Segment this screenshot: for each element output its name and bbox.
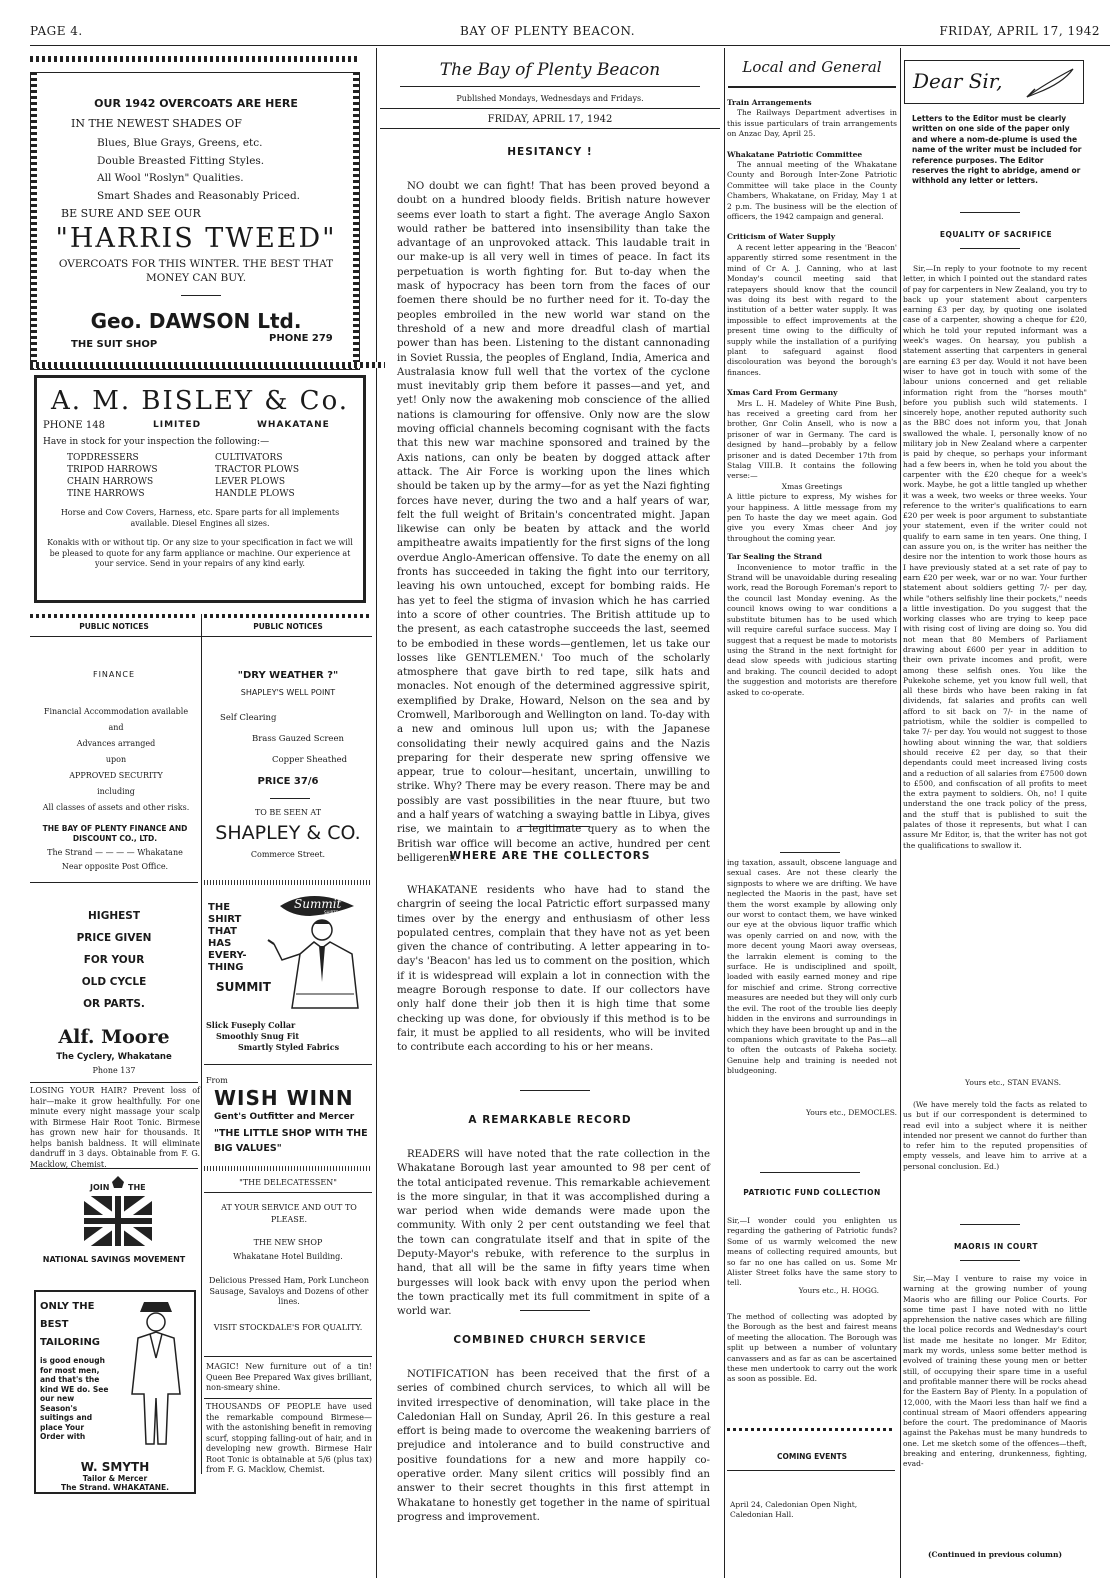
summit-word: THE	[208, 902, 231, 913]
shapley-line: Copper Sheathed	[272, 755, 348, 765]
smyth-lines	[40, 1298, 100, 1352]
smyth-trade: Tailor & Mercer	[82, 1474, 148, 1483]
dawson-overcoats: OVERCOATS FOR THIS WINTER. THE BEST THAT MONEY CAN BUY.	[58, 258, 334, 284]
bisley-konakis: Konakis with or without tip. Or any size to your specification in fact we will be pleased to quote for any farm appliance or machine. Our experience at your service. Send in your repairs of any kind early.	[47, 538, 353, 568]
letter2-head: MAORIS IN COURT	[954, 1242, 1038, 1251]
finance-line: APPROVED SECURITY	[69, 771, 163, 780]
deli-service: AT YOUR SERVICE AND OUT TO PLEASE.	[221, 1203, 357, 1224]
letter2-rule	[960, 1224, 1020, 1225]
bisley-item: LEVER PLOWS	[215, 477, 286, 487]
bisley-item: CHAIN HARROWS	[67, 477, 154, 487]
notices-rule-right	[204, 614, 372, 618]
shapley-lines	[220, 708, 347, 771]
wishwinn-slogan: "THE LITTLE SHOP WITH THE BIG VALUES"	[214, 1128, 368, 1154]
hair-ad: LOSING YOUR HAIR? Prevent loss of hair—make it grow healthfully. For one minute every night massage your scalp with Birmese Hair Root Tonic. Birmese has grown new hair for thousands. It helps banish baldness. It will eliminate dandruff in 3 days. Obtainable from F. G. Macklow, Chemist.	[30, 1086, 200, 1169]
dawson-tweed: "HARRIS TWEED"	[55, 223, 337, 254]
thousands-rule	[204, 1398, 372, 1399]
notices-head-rule	[30, 636, 372, 637]
bisley-place: WHAKATANE	[257, 420, 330, 430]
moore-lines	[30, 905, 198, 1015]
coming-head: COMING EVENTS	[776, 1452, 848, 1461]
bisley-left-list	[67, 452, 158, 500]
bisley-item: TRACTOR PLOWS	[215, 465, 300, 475]
dawson-phone: PHONE 279	[269, 333, 333, 344]
ad-border-right	[353, 73, 359, 369]
shapley-street: Commerce Street.	[250, 850, 326, 859]
summit-word: EVERY-	[208, 950, 247, 961]
deli-rule	[204, 1192, 372, 1193]
dawson-title: OUR 1942 OVERCOATS ARE HERE	[94, 97, 298, 110]
wishwinn-sub: Gent's Outfitter and Mercer	[214, 1112, 355, 1122]
moore-line: OLD CYCLE	[81, 976, 147, 988]
notices-right-head: PUBLIC NOTICES	[253, 622, 323, 631]
shapley-sub: SHAPLEY'S WELL POINT	[240, 688, 336, 697]
summit-word: HAS	[208, 938, 232, 949]
bisley-ad	[34, 375, 366, 603]
coming-rule	[727, 1428, 895, 1431]
shirt-man-illustration	[262, 890, 366, 1014]
heading-church: COMBINED CHURCH SERVICE	[453, 1334, 647, 1346]
smyth-body: is good enough for most men, and that's the kind WE do. See our new Season's suitings and place Your Order with	[40, 1356, 109, 1441]
deli-shop: THE NEW SHOP	[253, 1238, 323, 1247]
notices-left-head: PUBLIC NOTICES	[79, 622, 149, 631]
magic-rule	[204, 1356, 372, 1357]
local-item-head: Xmas Card From Germany	[727, 388, 838, 398]
summit-line: Smartly Styled Fabrics	[238, 1042, 340, 1052]
local-item	[727, 552, 897, 698]
summit-logo-text: Summit	[294, 897, 342, 911]
bisley-limited: LIMITED	[153, 420, 202, 430]
local-item-head: Whakatane Patriotic Committee	[727, 149, 863, 159]
coming-events: April 24, Caledonian Open Night, Caledonian Hall.	[730, 1500, 858, 1520]
editorial-hesitancy: NO doubt we can fight! That has been proved beyond a doubt on a hundred bloody fields. British nature however seems ever loath to start a fight. The average Anglo Saxon would rather be battered into insensibility than take the advantage of an unprovoked attack. This laudable trait in our make-up is all very well in times of peace. In fact its perpetuation is worth fighting for. But to-day when the mask of hypocracy has been torn from the faces of our foemen there should be no further need for it. To-day the peoples embroiled in the new world war stand on the threshold of a new and more dreadful clash of martial power than has been. Listening to the distant cannonading in Soviet Russia, the peoples of England, India, America and Australasia know full well that the vortex of the cyclone must inevitably grip them before it passes—and yet, and yet! Only now the awakening mob conscience of the allied nations is clamouring for offensive. Only now are the slow moving official channels becoming cognisant with the facts that this new war machine sponsored and trained by the Axis nations, can only be beaten by dogged attack after attack. The Air Force is working upon the lines which should be taken up by the army—for as yet the Nazi fighting forces have never, during the two and a half years of war, felt the full weight of Britain's concentrated might. Japan likewise can only be beaten by attack and the world ampitheatre awaits impatiently for the first signs of the long overdue Anglo-American offensive. To date the enemy on all fronts has succeeded in taking the fight into our territory, leaving his own untouched, except for bombing raids. He has yet to feel the stigma of invasion which he has carried into a score of other countries. The British attitude up to the present, as each catastrophe succeeds the last, seemed to be embodied in these words—gentlemen, let us take our losses like GENTLEMEN.' Too much of the scholarly atmosphere that gave birth to red tape, silk hats and monacles. Not enough of the determined aggressive spirit, exemplified by Drake, Howard, Nelson on the sea and by Cromwell, Marlborough and Wellington on land. To-day with a new and ominous lull upon us; with the Japanese consolidating their newly acquired gains and the Nazis preparing for their desperate new spring offensive we appear, true to colour—hesitant, uncertain, unwilling to strike. Why? There may be every reason. There may be and possibly are vast possibilities in the near ftuure, but two and a half years of watching a swaying battle in Libya, gives rise, we maintain to a legitimate query as to when the British war office will become an active, hundred per cent belligerent.	[397, 181, 710, 864]
moore-line: HIGHEST	[88, 910, 140, 922]
heading-collectors: WHERE ARE THE COLLECTORS	[449, 850, 651, 862]
column-rule-3	[900, 48, 901, 1578]
local-item-text: Inconvenience to motor traffic in the Strand will be unavoidable during resealing work, read the Borough Foreman's report to the council last Monday evening. As the council knows owing to war conditions a substitute bitumen has to be used which will require careful surface success. May I suggest that a request be made to motorists using the Strand in the next fortnight for dead slow speeds with judicious starting and braking. The council decided to adopt the suggestion and motorists are therefore asked to co-operate.	[727, 562, 897, 697]
summit-word: THAT	[208, 926, 237, 937]
bisley-item: TINE HARROWS	[67, 489, 145, 499]
letters-title-box	[904, 60, 1084, 104]
section-rule	[520, 826, 590, 827]
editorial-date: FRIDAY, APRIL 17, 1942	[487, 114, 613, 125]
pub-rule	[380, 108, 720, 109]
patriotic-sig: Yours etc., H. HOGG.	[798, 1286, 879, 1295]
summit-words	[208, 902, 246, 974]
shapley-title: "DRY WEATHER ?"	[237, 670, 339, 681]
letter1-sig: Yours etc., STAN EVANS.	[965, 1078, 1061, 1087]
letter1-body: Sir,—In reply to your footnote to my recent letter, in which I pointed out the standard rates of pay for carpenters in New Zealand, you try to back up your statement about carpenters earning £3 per day, by quoting one isolated case of a carpenter, showing a cheque for £20, which he told your reputed informant was a week's wages. On hearsay, you publish a statement asserting that carpenters in general are earning £3 per day. Would it not have been wiser to have got in touch with some of the labour unions concerned and get reliable information right from the "horses mouth" before you publish such wild statements. I sincerely hope, another reputed authority such as the BBC does not inform you, that Jonah swallowed the whale. I, personally know of no military job in New Zealand where a carpenter is paid by cheque, so perhaps your informant had a few beers in, when he told you about the carpenter with the £20 cheque for a week's work. Maybe, he got a little tangled up whether it was a week, two weeks or three weeks. Your reference to the writer's qualifications to earn £20 per week is poor argument to substantiate your statement, even if the writer could not qualify to earn same in ten years. One thing, I can assure you on, is the writer has neither the desire nor the intention to work those hours as I have previously stated at a set rate of pay to earn £20 per week, war or no war. Your further statement about soldiers getting 7/- per day, while "others selfishly line their pockets," needs a little investigation. Do you suggest that the working classes who are trying to keep pace with rising cost of living are doing so. You did not mean that 80 Members of Parliament drawing about £600 per year in addition to their own private incomes and profit, were among these selfish ones. You like the Pukekohe scheme, yet you know full well, that all these birds who have been raking in fat dividends, fat salaries and profits can well afford to sit back on 7/- in the name of patriotism, while the soldier is compelled to take 7/- per day. You would not suggest to those howling about winning the war, that soldiers should receive £2 per day, so that their dependants could meet increased living costs and a reduction of all salaries from £7500 down to £500, and confiscation of all profits to meet the extra payment to soldiers. Oh, no! I quite understand the one track policy of the press, and the stuff that is published to suit the palates of those it represents, but what I can assure Mr Editor, is, that the writer has not got the qualifications to swallow it.	[903, 264, 1087, 850]
editorial-collectors: WHAKATANE residents who have had to stand the chargrin of seeing the local Patrictic effort surpassed many times over by the energy and enthusiasm of other less populated centres, complain that they have not as yet been given the chance of contributing. A letter appearing in to-day's 'Beacon' has led us to comment on the position, which if it is widespread will explain a lot in connection with the meagre Borough response to date. If our collectors have only half done their job then it is high time that some checking up was done, for obviously if this method is to be fair, it must be applied to all residents, who will be invited to contribute each according to his or her means.	[397, 885, 710, 1054]
bisley-right-list	[215, 452, 299, 500]
smyth-line: BEST	[40, 1319, 69, 1330]
local-item-text: Mrs L. H. Madeley of White Pine Bush, has received a greeting card from her brother, Gnr Colin Ansell, who is now a prisoner of war in Germany. The card is designed by hand—probably by a fellow prisoner and is dated December 17th from Stalag VIII.B. It contains the following verse:—	[727, 398, 897, 481]
letters-title: Dear Sir,	[913, 69, 1003, 93]
bisley-name: A. M. BISLEY & Co.	[50, 386, 350, 416]
local-items	[727, 98, 897, 698]
moore-line: OR PARTS.	[83, 998, 145, 1010]
finance-strand: The Strand — — — — Whakatane	[47, 848, 183, 857]
deli-title: "THE DELECATESSEN"	[239, 1178, 337, 1187]
local-item	[727, 388, 897, 482]
shapley-name: SHAPLEY & CO.	[215, 822, 361, 844]
deli-foods: Delicious Pressed Ham, Pork Luncheon Sausage, Savaloys and Dozens of other lines.	[209, 1276, 369, 1306]
finance-line: Financial Accommodation available	[43, 707, 189, 716]
shapley-seen: TO BE SEEN AT	[254, 808, 322, 817]
finance-lines	[30, 704, 202, 816]
masthead-rule	[400, 86, 700, 87]
smyth-name: W. SMYTH	[80, 1460, 150, 1474]
finance-title: FINANCE	[92, 670, 136, 679]
savings-the: THE	[128, 1183, 146, 1192]
dawson-border-top	[30, 56, 360, 62]
coming-head-rule	[727, 1470, 895, 1471]
smyth-line: TAILORING	[40, 1337, 101, 1348]
ad-border-left	[31, 73, 37, 369]
notices-rule-left	[30, 614, 198, 618]
summit-bottom-rule	[204, 1064, 372, 1065]
local-title: Local and General	[742, 58, 882, 76]
democles-cont: ing taxation, assault, obscene language and sexual cases. Are not these clearly the signposts to where we are drifting. We have neglected the Maoris in the past, have set them the worst example by allowing only our worst to contact them, we have winked our eye at the obvious liquor traffic which was openly carried on and now, with the more decent young Maori away overseas, the larrakin element is coming to the surface. He is undisciplined and spoilt, loaded with easily earned money and ripe for mischief and crime. Strong corrective measures are needed but they will only curb the evil. The root of the trouble lies deeply hidden in the environs and surroundings in which they have been brought up and in the companions which gravitate to the Pas—all to often the outcasts of Pakeha society. Genuine help and training is needed not bludgeoning.	[727, 858, 897, 1076]
tailored-man-illustration	[120, 1298, 192, 1448]
dawson-see: BE SURE AND SEE OUR	[61, 207, 201, 220]
moore-phone: Phone 137	[92, 1066, 136, 1075]
magic-ad: MAGIC! New furniture out of a tin! Queen Bee Prepared Wax gives brilliant, non-smeary shine.	[206, 1362, 372, 1392]
bisley-item: TOPDRESSERS	[67, 453, 139, 463]
smyth-ad	[34, 1290, 196, 1494]
letter1-head-rule	[960, 248, 1020, 249]
summit-line: Smoothly Snug Fit	[216, 1031, 300, 1041]
dawson-shades: IN THE NEWEST SHADES OF	[71, 117, 242, 130]
democles-sig: Yours etc., DEMOCLES.	[805, 1108, 897, 1117]
paper-name: BAY OF PLENTY BEACON.	[460, 24, 636, 38]
dawson-item: All Wool "Roslyn" Qualities.	[97, 172, 244, 184]
patriotic-rule	[760, 1172, 860, 1173]
local-item-head: Criticism of Water Supply	[727, 232, 836, 242]
summit-word: SHIRT	[208, 914, 242, 925]
thousands-ad: THOUSANDS OF PEOPLE have used the remarkable compound Birmese—with the astonishing benefit in removing scurf, stopping falling-out of hair, and in developing new growth. Birmese Hair Root Tonic is obtainable at 5/6 (plus tax) from F. G. Macklow, Chemist.	[206, 1402, 372, 1474]
local-end-rule	[780, 852, 840, 853]
column-rule-2	[724, 48, 725, 1578]
patriotic-letter: Sir,—I wonder could you enlighten us regarding the gathering of Patriotic funds? Some of us warmly welcomed the new means of collecting required amounts, but so far no one has called on us. Some Mr Alister Street folks have the same story to tell.	[727, 1216, 897, 1288]
local-item	[727, 150, 897, 223]
local-item	[727, 232, 897, 378]
local-item-text: The annual meeting of the Whakatane County and Borough Inter-Zone Patriotic Committee will take place in the County Chambers, Whakatane, on Friday, May 1 at 2 p.m. The business will be the election of officers, the 1942 campaign and general.	[727, 160, 897, 222]
dawson-ad	[30, 72, 360, 370]
page-header	[30, 22, 1110, 44]
bisley-covers: Horse and Cow Covers, Harness, etc. Spare parts for all implements available. Diesel Engines all sizes.	[60, 508, 340, 528]
local-rule	[728, 86, 896, 88]
dawson-rule	[181, 295, 221, 296]
editorial-record: READERS will have noted that the rate collection in the Whakatane Borough last year amounted to 98 per cent of the total anticipated revenue. This remarkable achievement is the more singular, in that it was accomplished during a war period when wide demands were made upon the community. With only 2 per cent outstanding we feel that the town can congratulate itself and that in spite of the Deputy-Mayor's rebuke, with reference to the surplus in hand, that all will be the same in fifty years time when burgesses will look back with envy upon the period when the town practically met its full commitment in spite of a world war.	[397, 1149, 710, 1318]
finance-line: including	[97, 787, 135, 796]
dawson-border-bottom2	[30, 362, 385, 368]
smyth-line: ONLY THE	[40, 1301, 95, 1312]
dawson-shop: THE SUIT SHOP	[71, 339, 158, 350]
summit-logo-shirts: SHIRTS	[324, 910, 339, 915]
hair-rule	[30, 1082, 198, 1083]
dawson-item: Double Breasted Fitting Styles.	[97, 154, 265, 167]
moore-line: PRICE GIVEN	[76, 932, 152, 944]
quill-pen-icon	[1023, 67, 1077, 99]
letter2-body: Sir,—May I venture to raise my voice in warning at the growing number of young Maoris who are filling our Police Courts. For some time past I have noted with no little apprehension the native cases which are filling the local police records and Wednesday's court list made me hesitate no longer. Mr Editor, mark my words, unless some better method is evolved of training these young men or better still, of occupying their spare time in a useful and profitable manner there will be rocks ahead for the Eastern Bay of Plenty. In a population of 12,000, with the Maori less than half we find a continual stream of Maori offenders appearing before the court. The predominance of Maoris against the Pakehas must be many hundreds to one. Let me sketch some of the offences—theft, breaking and entering, drunkenness, fighting, evad-	[903, 1274, 1087, 1469]
section-rule	[520, 1310, 590, 1311]
shapley-line: Self Clearing	[220, 713, 277, 723]
shapley-rule	[270, 798, 310, 799]
letter2-cont: (Continued in previous column)	[927, 1550, 1062, 1559]
dawson-items	[97, 135, 300, 205]
finance-line: and	[108, 723, 124, 732]
summit-line: Slick Fuseply Collar	[206, 1020, 296, 1030]
local-item-text: Xmas Greetings	[781, 481, 843, 491]
moore-line: FOR YOUR	[83, 954, 145, 966]
hair-rule-bottom	[30, 1168, 198, 1169]
finance-near: Near opposite Post Office.	[61, 862, 169, 871]
finance-co: THE BAY OF PLENTY FINANCE AND DISCOUNT CO., LTD.	[42, 824, 188, 843]
date-rule	[380, 128, 720, 129]
patriotic-note: The method of collecting was adopted by the Borough as the best and fairest means of meeting the allocation. The Borough was split up between a number of voluntary canvassers and as far as can be ascertained these men undertook to carry out the work as soon as possible. Ed.	[727, 1312, 897, 1384]
dawson-name: Geo. DAWSON Ltd.	[90, 309, 302, 333]
heading-record: A REMARKABLE RECORD	[468, 1114, 632, 1126]
pub-days: Published Mondays, Wednesdays and Fridays.	[456, 94, 644, 103]
moore-name: Alf. Moore	[58, 1026, 170, 1048]
summit-lines	[206, 1020, 339, 1053]
bisley-item: HANDLE PLOWS	[215, 489, 295, 499]
masthead: The Bay of Plenty Beacon	[439, 60, 661, 80]
deli-visit: VISIT STOCKDALE'S FOR QUALITY.	[213, 1323, 363, 1332]
dawson-item: Smart Shades and Reasonably Priced.	[97, 189, 301, 202]
shapley-price: PRICE 37/6	[257, 776, 319, 787]
moore-shop: The Cyclery, Whakatane	[56, 1052, 172, 1062]
page-number: PAGE 4.	[30, 24, 83, 38]
dawson-item: Blues, Blue Grays, Greens, etc.	[97, 137, 263, 149]
column-rule-1	[376, 48, 377, 1578]
heading-hesitancy: HESITANCY !	[507, 146, 593, 158]
bisley-phone: PHONE 148	[43, 420, 105, 431]
summit-brand: SUMMIT	[216, 980, 271, 994]
union-jack-icon	[82, 1176, 154, 1250]
local-item	[727, 98, 897, 140]
letters-rule	[960, 212, 1020, 213]
letters-intro: Letters to the Editor must be clearly written on one side of the paper only and where a nom-de-plume is used the name of the writer must be included for reference purposes. The Editor reserves the right to abridge, amend or withhold any letter or letters.	[912, 114, 1082, 186]
section-rule	[520, 1090, 590, 1091]
header-rule	[30, 45, 1110, 46]
letter1-head: EQUALITY OF SACRIFICE	[939, 230, 1053, 239]
wishwinn-rule	[204, 1166, 372, 1171]
local-item-text: A little picture to express, My wishes for your happiness. A little message from my pen To haste the day we meet again. God give you every Xmas cheer And joy throughout the coming year.	[727, 492, 897, 543]
deli-bldg: Whakatane Hotel Building.	[233, 1252, 343, 1261]
shapley-line: Brass Gauzed Screen	[252, 734, 344, 744]
savings-join: JOIN	[90, 1183, 110, 1192]
local-item-text: A recent letter appearing in the 'Beacon' apparently stirred some resentment in the mind of Cr A. J. Canning, who at last Monday's council meeting said that ratepayers should know that the council was doing its best with regard to the institution of a better water supply. It was impossible to effect improvements at the present time owing to the difficulty of supply while the installation of a purifying plant to safeguard against flood discolouration was beyond the borough's finances.	[727, 242, 897, 377]
letter1-note: (We have merely told the facts as related to us but if our correspondent is determined to read evil into a subject where it is neither intended nor present we cannot do further than to refer him to the reputed propensities of empty vessels, and leave him to arrive at a personal conclusion. Ed.)	[903, 1100, 1087, 1171]
letter2-head-rule	[960, 1260, 1020, 1261]
issue-date: FRIDAY, APRIL 17, 1942	[939, 24, 1100, 38]
savings-label: NATIONAL SAVINGS MOVEMENT	[42, 1255, 186, 1264]
finance-line: Advances arranged	[76, 739, 156, 748]
wishwinn-name: WISH WINN	[214, 1086, 354, 1110]
finance-line: All classes of assets and other risks.	[42, 803, 190, 812]
bisley-item: TRIPOD HARROWS	[67, 465, 158, 475]
finance-line: upon	[105, 755, 127, 764]
local-item-head: Tar Sealing the Strand	[727, 552, 823, 562]
summit-word: THING	[208, 962, 244, 973]
smyth-addr: The Strand. WHAKATANE.	[60, 1483, 170, 1492]
wishwinn-from: From	[206, 1076, 228, 1085]
local-item-head: Train Arrangements	[727, 98, 812, 107]
editorial-church: NOTIFICATION has been received that the first of a series of combined church services, to which all will be invited irrespective of denomination, will take place in the Caledonian Hall on Sunday, April 26. In this gesture a real effort is being made to overcome the weakening barriers of prejudice and intolerance and to build constructive and positive foundations for a new and more happily co-operative order. Many silent critics will possibly find an answer to their secret thoughts in this first attempt in Whakatane to honestly get together in the name of spiritual progress and improvement.	[397, 1369, 710, 1523]
patriotic-head: PATRIOTIC FUND COLLECTION	[743, 1188, 881, 1197]
local-item-text: The Railways Department advertises in this issue particulars of train arrangements on Anzac Day, April 25.	[727, 108, 897, 139]
moore-rule	[30, 882, 198, 883]
summit-rule	[204, 880, 372, 885]
bisley-item: CULTIVATORS	[215, 453, 283, 463]
bisley-intro: Have in stock for your inspection the following:—	[43, 437, 270, 447]
